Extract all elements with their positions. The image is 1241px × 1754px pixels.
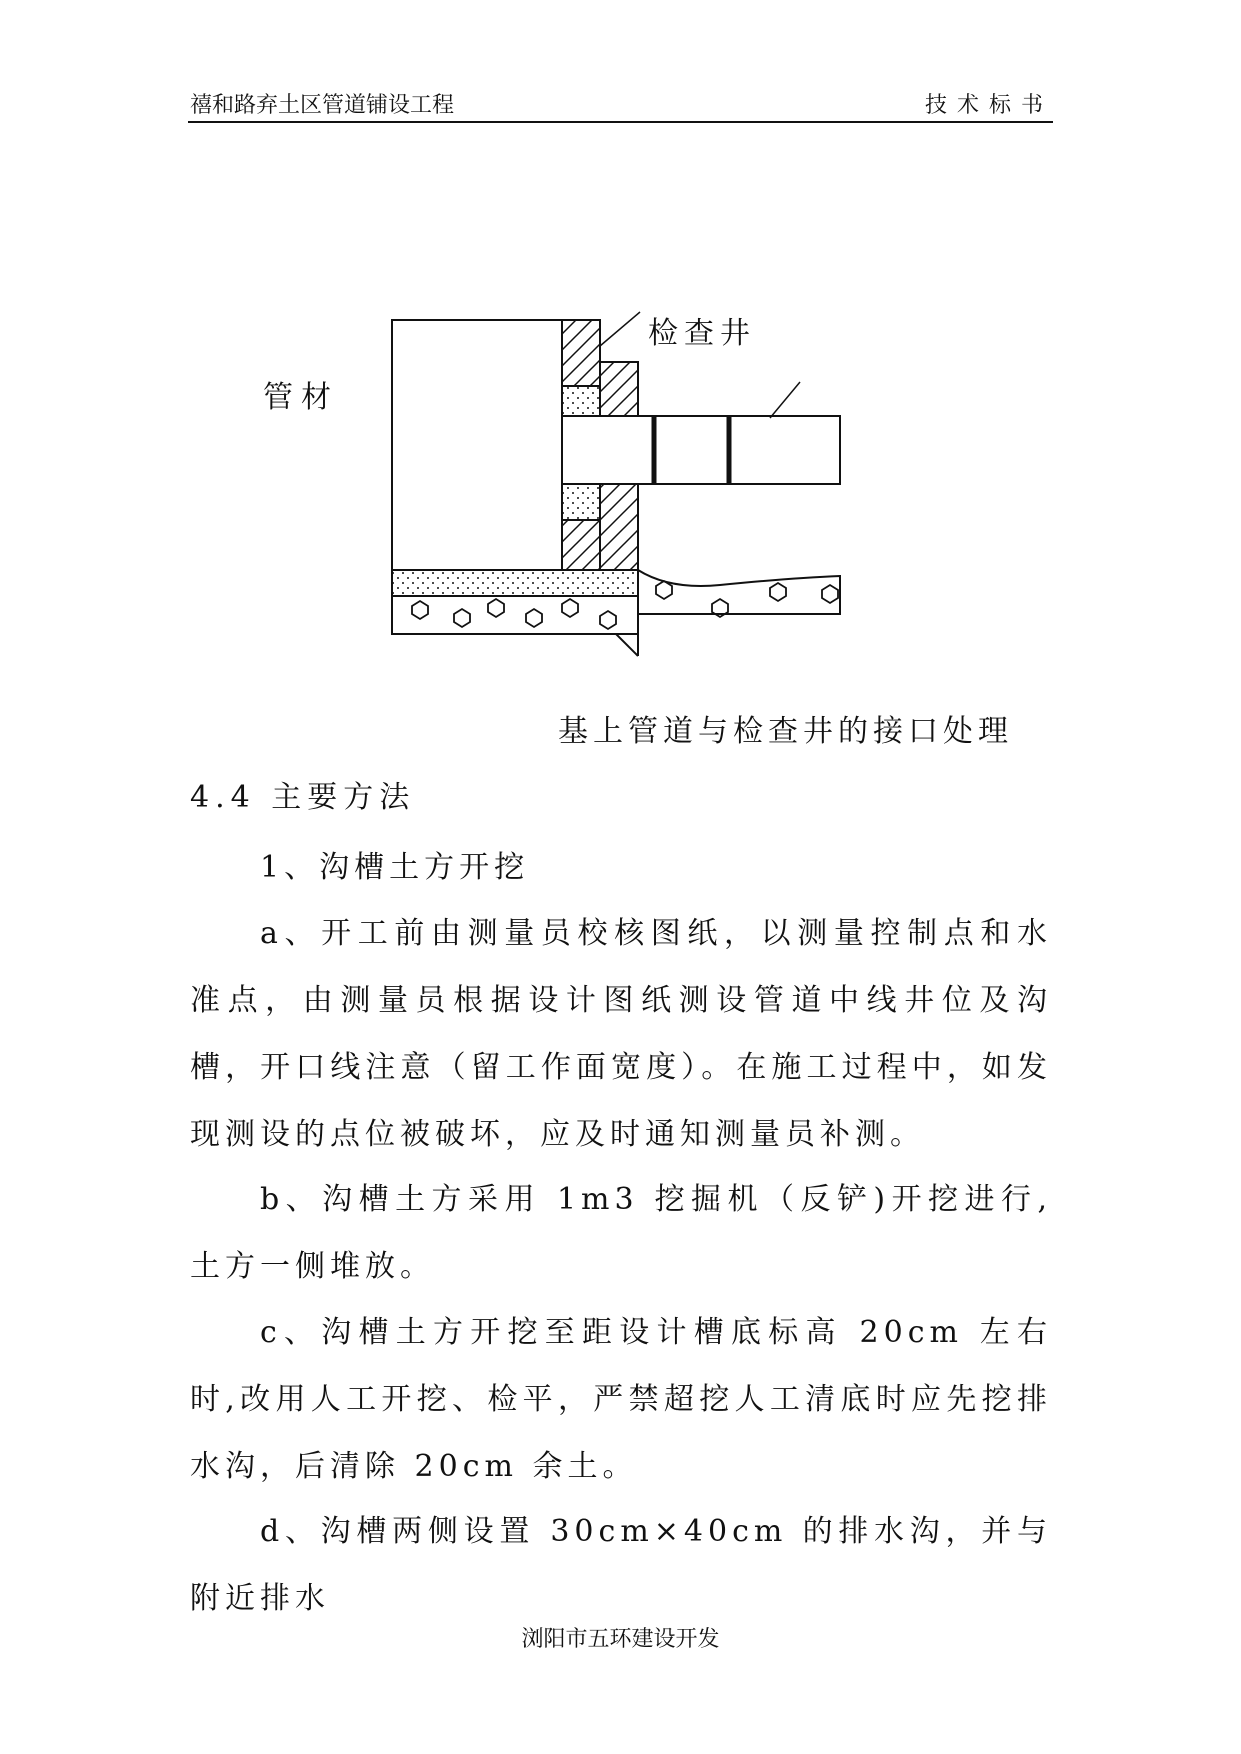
wall-hatch-bottom	[562, 520, 600, 570]
pipe-well-joint-diagram	[0, 0, 1241, 760]
well-leader-line	[600, 312, 640, 346]
cut-line	[616, 634, 638, 656]
header-title: 禧和路弃土区管道铺设工程	[190, 93, 455, 118]
pipe-leader-line	[770, 382, 800, 418]
paragraph: a、开工前由测量员校核图纸，以测量控制点和水准点，由测量员根据设计图纸测设管道中线井位及沟槽，开口线注意（留工作面宽度）。在施工过程中，如发现测设的点位被破坏，应及时通知测量员补测。	[190, 916, 1052, 1152]
pipe-label: 管材	[263, 380, 339, 415]
section-title: 4.4 主要方法	[190, 780, 416, 815]
gravel-stones-well	[412, 599, 616, 629]
paragraph: b、沟槽土方采用 1m3 挖掘机（反铲)开挖进行,土方一侧堆放。	[190, 1182, 1052, 1284]
diagram-caption: 基上管道与检查井的接口处理	[558, 714, 1013, 749]
paragraph: 1、沟槽土方开挖	[260, 850, 530, 885]
well-body	[392, 320, 562, 570]
collar-hatch-bottom	[600, 484, 638, 570]
header-doc-type: 技术标书	[924, 93, 1053, 118]
wall-hatch-top	[562, 320, 600, 386]
wall-dotted-top	[562, 386, 600, 416]
well-label: 检查井	[648, 316, 756, 351]
footer-company: 浏阳市五环建设开发	[521, 1627, 720, 1652]
gravel-stones-pipe	[656, 581, 838, 617]
paragraph: d、沟槽两侧设置 30cm×40cm 的排水沟，并与附近排水	[190, 1514, 1052, 1616]
bedding-layer	[392, 570, 638, 596]
collar-hatch-top	[600, 362, 638, 416]
pipe	[562, 416, 840, 484]
wall-dotted-bottom	[562, 484, 600, 520]
pipe-bedding	[638, 570, 840, 614]
paragraph: c、沟槽土方开挖至距设计槽底标高 20cm 左右时,改用人工开挖、检平，严禁超挖人工清底时应先挖排水沟，后清除 20cm 余土。	[190, 1315, 1052, 1484]
